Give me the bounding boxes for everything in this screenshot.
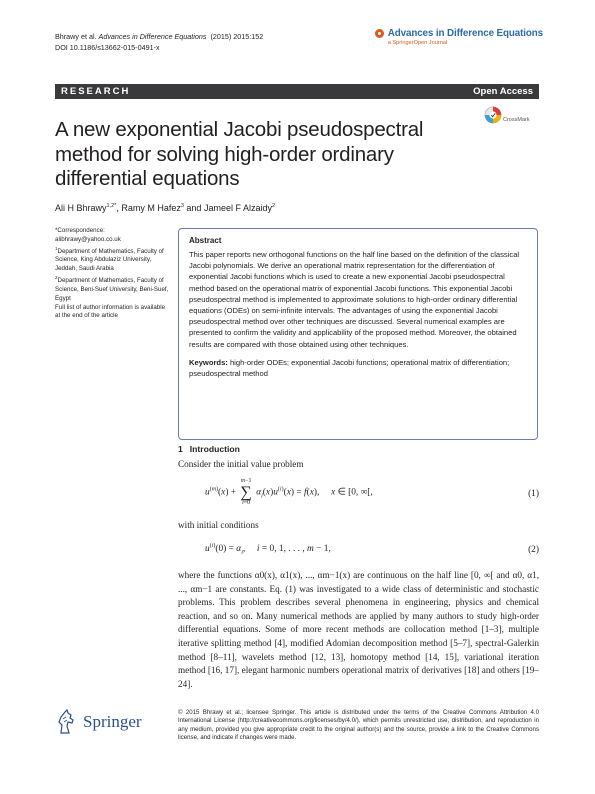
crossmark-icon: [484, 106, 502, 124]
author-affiliation-mark: 3: [180, 203, 184, 209]
springer-horse-icon: [55, 709, 77, 735]
intro-body-text: where the functions α0(x), α1(x), ..., αm−1(x) are continuous on the half line [0, ∞[ and α0, α1, ..., αm−1 are constants. Eq. (1) was investigated to a wide class of deterministic and stochastic problems. This problem describes several phenomena in engineering, physics and chemical reaction, and so on. Many numerical methods are applied by many authors to study high-order differential equations. Some of more recent methods are collocation method [1–3], multiple iterative splitting method [4], modified Adomian decomposition method [5–7], spectral-Galerkin method [8–11], wavelets method [12, 13], homotopy method [14, 15], variational iteration method [16, 17], elegant harmonic numbers operational matrix of derivatives [18] and others [19–24].: [178, 570, 539, 689]
citation-journal: Advances in Difference Equations: [98, 32, 207, 41]
section-number: 1: [178, 444, 183, 454]
equation-1: $u^{(m)}(x) + m-1$ ∑ i=0 $\alpha_i(x)u^{(i)}(x) = f(x)$, x ∈ [0, ∞[,: [205, 478, 373, 506]
journal-logo-subtitle: a SpringerOpen Journal: [387, 40, 448, 46]
author-separator: ,: [116, 203, 122, 213]
author-name[interactable]: Ramy M Hafez: [121, 203, 181, 213]
author-list: [55, 203, 275, 213]
affiliation-text: Department of Mathematics, Faculty of Science, King Abdulaziz University, Jeddah, Saudi Arabia: [55, 247, 164, 273]
abstract-text: This paper reports new orthogonal functions on the half line based on the definition of the classical Jacobi polynomials. We derive an operational matrix representation for the differentiation of exponential Jacobi functions which is used to create a new exponential Jacobi pseudospectral method based on the operational matrix of exponential Jacobi functions. This exponential Jacobi pseudospectral method is implemented to approximate solutions to high-order ordinary differential equations (ODEs) on semi-infinite intervals. The advantages of using the exponential Jacobi pseudospectral method over other techniques are discussed. Several numerical examples are presented to confirm the validity and applicability of the proposed method. Moreover, the obtained results are compared with those obtained using other techniques.: [189, 250, 520, 349]
author-name[interactable]: Jameel F Alzaidy: [203, 203, 272, 213]
keywords: [189, 357, 527, 379]
crossmark-label: CrossMark: [503, 116, 530, 123]
affiliation-1: [55, 245, 170, 274]
article-title: A new exponential Jacobi pseudospectral method for solving high-order ordinary differential equations: [55, 118, 424, 190]
citation-year: (2015) 2015:152: [210, 32, 264, 41]
journal-logo-icon: [375, 29, 384, 38]
section-title: Introduction: [189, 444, 240, 454]
affiliation-mark: 1: [55, 245, 58, 251]
springer-wordmark: Springer: [83, 712, 142, 731]
journal-logo-title: Advances in Difference Equations: [387, 28, 543, 39]
equation-2: $u^{(i)}(0) = \alpha_i$, i = 0, 1, . . . , m − 1,: [205, 543, 331, 556]
correspondence-label: *Correspondence:: [55, 227, 105, 234]
abstract-heading: Abstract: [189, 236, 222, 245]
doi[interactable]: DOI 10.1186/s13662-015-0491-x: [55, 42, 160, 52]
license-text: © 2015 Bhrawy et al.; licensee Springer. This article is distributed under the terms of the Creative Commons Attribution 4.0 International License (http://creativecommons.org/licenses/by/4.0/), which permits unrestricted use, distribution, and reproduction in any medium, provided you give appropriate credit to the original author(s) and the source, provide a link to the Creative Commons license, and indicate if changes were made.: [178, 709, 539, 742]
section-heading-introduction: [178, 444, 240, 454]
affiliation-2: [55, 274, 170, 303]
intro-paragraph-2: with initial conditions: [178, 520, 259, 530]
citation-authors: Bhrawy et al.: [55, 32, 97, 41]
citation-block: [55, 32, 263, 53]
author-separator: and: [183, 203, 204, 213]
article-type-banner: [55, 84, 539, 99]
correspondence-note: [55, 227, 170, 321]
article-type: RESEARCH: [61, 86, 131, 97]
equation-1-number: (1): [528, 489, 539, 499]
affiliation-text: Department of Mathematics, Faculty of Science, Beni-Suef University, Beni-Suef, Egypt: [55, 277, 169, 302]
equation-2-number: (2): [528, 545, 539, 555]
journal-logo: [375, 28, 543, 46]
crossmark-button[interactable]: [484, 106, 530, 124]
author-info-note: Full list of author information is available at the end of the article: [55, 303, 166, 320]
author-affiliation-mark: 1,2*: [106, 203, 117, 209]
springer-logo: [55, 709, 142, 735]
keywords-list: high-order ODEs; exponential Jacobi functions; operational matrix of differentiation; pseudospectral method: [189, 357, 510, 379]
open-access-label: Open Access: [473, 86, 533, 97]
keywords-label: Keywords:: [189, 357, 228, 367]
intro-paragraph-1: Consider the initial value problem: [178, 459, 304, 469]
abstract-box: [178, 228, 538, 440]
author-name[interactable]: Ali H Bhrawy: [55, 203, 107, 213]
author-affiliation-mark: 2: [271, 203, 276, 209]
affiliation-mark: 2: [55, 275, 58, 281]
correspondence-email[interactable]: alibhrawy@yahoo.co.uk: [55, 235, 121, 243]
